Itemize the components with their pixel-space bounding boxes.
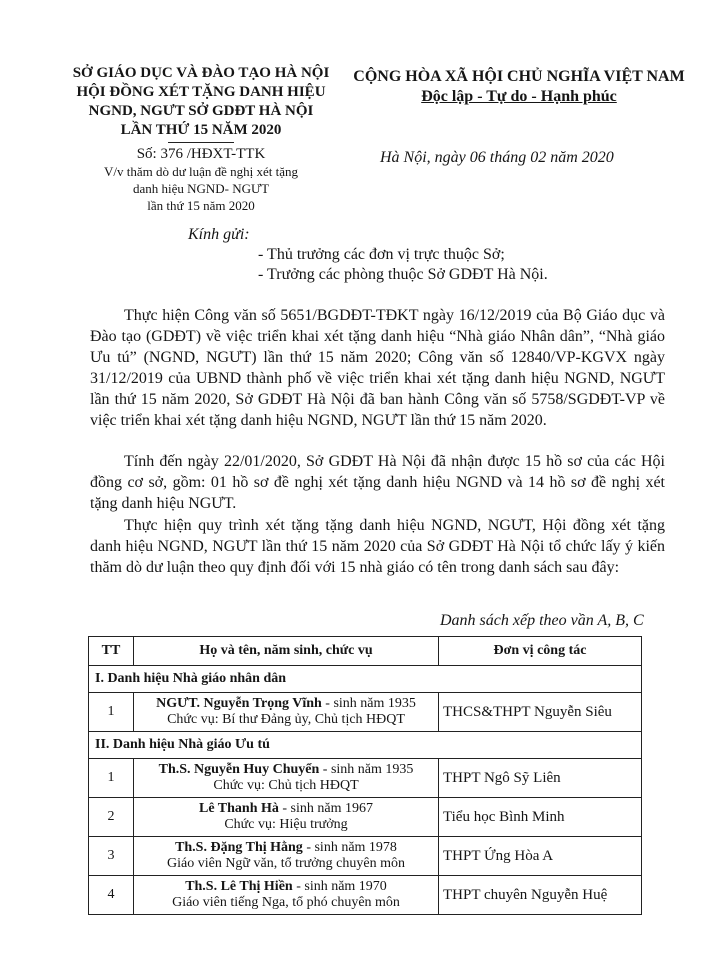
national-motto: Độc lập - Tự do - Hạnh phúc	[421, 88, 617, 105]
table-row	[89, 798, 642, 837]
person-role: Chức vụ: Bí thư Đảng ủy, Chủ tịch HĐQT	[167, 712, 405, 727]
issuer-line: NGND, NGƯT SỞ GDĐT HÀ NỘI	[88, 103, 314, 119]
col-header-name: Họ và tên, năm sinh, chức vụ	[134, 637, 439, 666]
row-unit: Tiểu học Bình Minh	[439, 798, 642, 837]
issuer-underline	[168, 142, 234, 143]
body-paragraph: Thực hiện quy trình xét tặng tặng danh hiệu NGND, NGƯT, Hội đồng xét tặng danh hiệu NGND, NGƯT lần thứ 15 năm 2020 của Sở GDĐT Hà Nội tổ chức lấy ý kiến thăm dò dư luận theo quy định đối với 15 nhà giáo có tên trong danh sách sau đây:	[90, 517, 665, 576]
row-person	[134, 876, 439, 915]
person-name: Th.S. Đặng Thị Hằng	[175, 840, 303, 855]
issuer-line: HỘI ĐỒNG XÉT TẶNG DANH HIỆU	[76, 84, 326, 100]
col-header-tt: TT	[89, 637, 134, 666]
person-role: Chức vụ: Chủ tịch HĐQT	[213, 778, 359, 793]
row-tt: 1	[89, 759, 134, 798]
row-tt: 4	[89, 876, 134, 915]
table-row	[89, 837, 642, 876]
table-row	[89, 693, 642, 732]
row-person	[134, 837, 439, 876]
person-role: Chức vụ: Hiệu trưởng	[224, 817, 348, 832]
row-tt: 2	[89, 798, 134, 837]
section-title: I. Danh hiệu Nhà giáo nhân dân	[89, 666, 642, 693]
date-line: Hà Nội, ngày 06 tháng 02 năm 2020	[380, 149, 614, 166]
national-header	[338, 67, 700, 107]
col-header-unit: Đơn vị công tác	[439, 637, 642, 666]
doc-number-block	[60, 145, 342, 214]
issuer-header	[60, 64, 342, 140]
sort-note: Danh sách xếp theo vần A, B, C	[440, 612, 644, 629]
table-header-row	[89, 637, 642, 666]
person-role: Giáo viên Ngữ văn, tổ trưởng chuyên môn	[167, 856, 405, 871]
issuer-line: SỞ GIÁO DỤC VÀ ĐÀO TẠO HÀ NỘI	[72, 65, 330, 81]
table-row	[89, 876, 642, 915]
person-birth: - sinh năm 1935	[319, 762, 414, 777]
person-name: Th.S. Lê Thị Hiền	[185, 879, 293, 894]
row-person	[134, 693, 439, 732]
section-row	[89, 666, 642, 693]
table-row	[89, 759, 642, 798]
recipient-line: - Thủ trưởng các đơn vị trực thuộc Sở;	[258, 246, 505, 263]
person-birth: - sinh năm 1967	[278, 801, 373, 816]
doc-number: Số: 376 /HĐXT-TTK	[136, 146, 266, 162]
recipient-line: - Trưởng các phòng thuộc Sở GDĐT Hà Nội.	[258, 266, 548, 283]
person-birth: - sinh năm 1978	[302, 840, 397, 855]
nominee-table	[88, 636, 642, 915]
salutation: Kính gửi:	[188, 226, 250, 243]
row-unit: THCS&THPT Nguyễn Siêu	[439, 693, 642, 732]
row-unit: THPT chuyên Nguyễn Huệ	[439, 876, 642, 915]
row-tt: 1	[89, 693, 134, 732]
row-tt: 3	[89, 837, 134, 876]
person-name: Lê Thanh Hà	[199, 801, 279, 816]
row-unit: THPT Ứng Hòa A	[439, 837, 642, 876]
issuer-line: LẦN THỨ 15 NĂM 2020	[120, 122, 282, 138]
subject-line: V/v thăm dò dư luận đề nghị xét tặng	[103, 164, 299, 179]
subject-line: danh hiệu NGND- NGƯT	[132, 181, 270, 196]
body-paragraph: Tính đến ngày 22/01/2020, Sở GDĐT Hà Nội đã nhận được 15 hồ sơ của các Hội đồng cơ sở, gồm: 01 hồ sơ đề nghị xét tặng danh hiệu NGND và 14 hồ sơ đề nghị xét tặng danh hiệu NGƯT.	[90, 453, 665, 512]
person-birth: - sinh năm 1970	[292, 879, 387, 894]
section-row	[89, 732, 642, 759]
person-name: Th.S. Nguyễn Huy Chuyển	[158, 762, 320, 777]
section-title: II. Danh hiệu Nhà giáo Ưu tú	[89, 732, 642, 759]
row-person	[134, 798, 439, 837]
person-birth: - sinh năm 1935	[321, 696, 416, 711]
national-title: CỘNG HÒA XÃ HỘI CHỦ NGHĨA VIỆT NAM	[353, 68, 685, 85]
row-unit: THPT Ngô Sỹ Liên	[439, 759, 642, 798]
person-name: NGƯT. Nguyễn Trọng Vĩnh	[156, 696, 322, 711]
subject-line: lần thứ 15 năm 2020	[147, 198, 255, 213]
body-paragraph: Thực hiện Công văn số 5651/BGDĐT-TĐKT ngày 16/12/2019 của Bộ Giáo dục và Đào tạo (GDĐT) về việc triển khai xét tặng danh hiệu “Nhà giáo Nhân dân”, “Nhà giáo Ưu tú” (NGND, NGƯT) lần thứ 15 năm 2020; Công văn số 12840/VP-KGVX ngày 31/12/2019 của UBND thành phố về việc triển khai xét tặng danh hiệu NGND, NGƯT lần thứ 15 năm 2020, Sở GDĐT Hà Nội đã ban hành Công văn số 5758/SGDĐT-VP về việc triển khai xét tặng danh hiệu NGND, NGƯT lần thứ 15 năm 2020.	[90, 307, 665, 429]
row-person	[134, 759, 439, 798]
person-role: Giáo viên tiếng Nga, tổ phó chuyên môn	[172, 895, 400, 910]
